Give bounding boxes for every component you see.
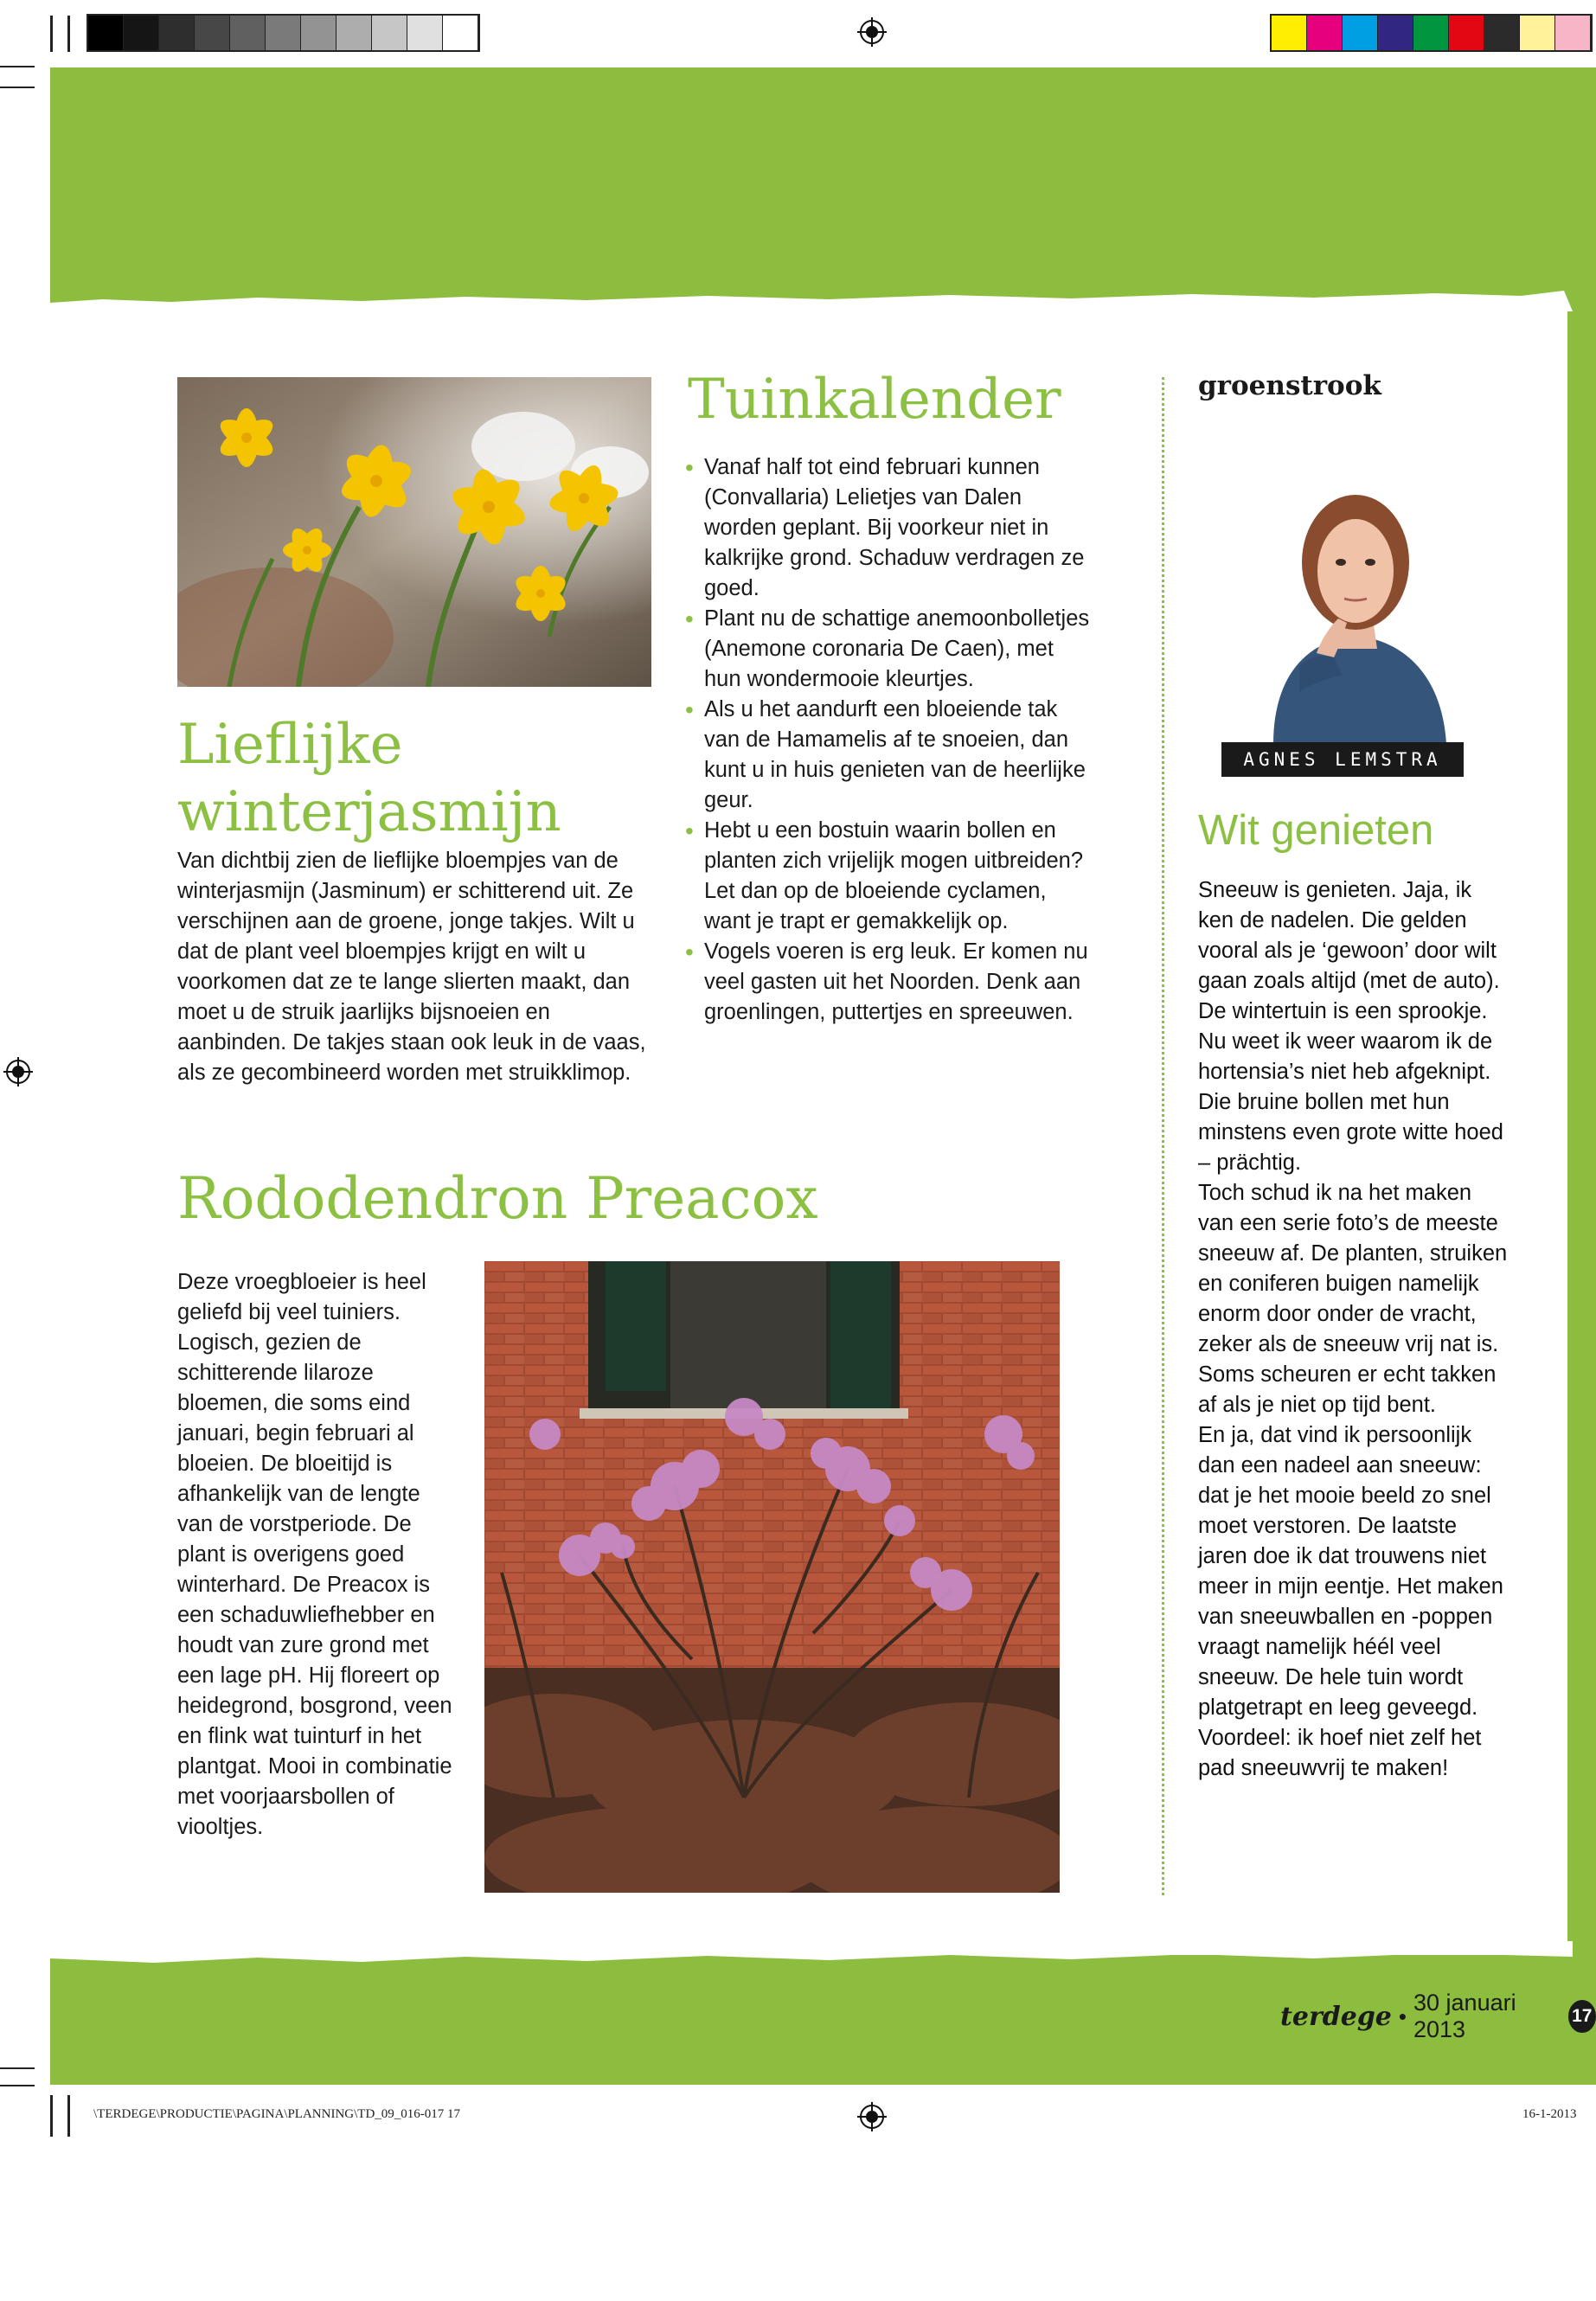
list-item: • Vanaf half tot eind februari kunnen (Convallaria) Lelietjes van Dalen worden geplant. Bij voorkeur niet in kalkrijke grond. Schaduw verdragen ze goed. — [685, 454, 1085, 600]
footer-separator: • — [1398, 2003, 1407, 2029]
column-paragraph: En ja, dat vind ik persoonlijk dan een nadeel aan sneeuw: dat je het mooie beeld zo snel moet verstoren. De laatste jaren doe ik dat trouwens niet meer in mijn eentje. Het maken van sneeuwballen en -poppen vraagt namelijk héél veel sneeuw. De hele tuin wordt platgetrapt en leeg geveegd. Voordeel: ik hoef niet zelf het pad sneeuwvrij te maken! — [1198, 1423, 1503, 1780]
green-frame-right — [1567, 294, 1596, 1964]
article-body-winterjasmijn: Van dichtbij zien de lieflijke bloempjes van de winterjasmijn (Jasminum) er schitterend uit. Ze verschijnen aan de groene, jonge takjes. Wilt u dat de plant veel bloempjes krijgt en wilt u voorkomen dat ze te lange slierten maakt, dan moet u de struik jaarlijks bijsnoeien en aanbinden. De takjes staan ook leuk in de vaas, als ze gecombineerd worden met struikklimop. — [177, 849, 646, 1085]
column-body — [1198, 875, 1509, 1784]
article-body-rododendron: Deze vroegbloeier is heel geliefd bij veel tuiniers. Logisch, gezien de schitterende lilaroze bloemen, die soms eind januari, begin februari al bloeien. De bloeitijd is afhankelijk van de lengte van de vorstperiode. De plant is overigens goed winterhard. De Preacox is een schaduwliefhebber en houdt van zure grond met een lage pH. Hij floreert op heidegrond, bosgrond, veen en flink wat tuinturf in het plantgat. Mooi in combinatie met voorjaarsbollen of viooltjes. — [177, 1270, 452, 1839]
crop-mark — [0, 87, 35, 88]
bullet-icon: • — [685, 817, 694, 844]
green-frame-top — [50, 67, 1596, 303]
grayscale-color-bar — [87, 14, 480, 52]
author-portrait-photo — [1239, 441, 1472, 744]
column-divider — [1162, 377, 1164, 1895]
registration-mark-icon — [857, 2102, 887, 2131]
column-title: Wit genieten — [1198, 807, 1434, 854]
list-item: • Hebt u een bostuin waarin bollen en planten zich vrijelijk mogen uitbreiden? Let dan op de bloeiende cyclamen, want je trapt er gemakkelijk op. — [685, 817, 1083, 933]
crop-mark — [0, 66, 35, 67]
crop-mark — [50, 2095, 53, 2137]
torn-paper-edge-top — [50, 285, 1596, 311]
page-number: 17 — [1568, 2000, 1596, 2033]
bullet-icon: • — [685, 939, 694, 965]
bullet-icon: • — [685, 454, 694, 481]
crop-mark — [50, 16, 53, 52]
torn-paper-edge-bottom — [50, 1941, 1596, 1967]
crop-mark — [0, 2085, 35, 2086]
rhododendron-photo — [484, 1261, 1060, 1893]
slug-path: \TERDEGE\PRODUCTIE\PAGINA\PLANNING\TD_09_016-017 17 — [93, 2107, 461, 2121]
list-item: • Vogels voeren is erg leuk. Er komen nu veel gasten uit het Noorden. Denk aan groenlingen, puttertjes en spreeuwen. — [685, 939, 1088, 1024]
column-paragraph: Sneeuw is genieten. Jaja, ik ken de nadelen. Die gelden vooral als je ‘gewoon’ door wilt gaan zoals altijd (met de auto). De wintertuin is een sprookje. Nu weet ik weer waarom ik de hortensia’s niet heb afgeknipt. Die bruine bollen met hun minstens even grote witte hoed – prächtig. — [1198, 878, 1503, 1175]
crop-mark — [67, 2095, 70, 2137]
article-title-rododendron: Rododendron Preacox — [177, 1165, 818, 1232]
crop-mark — [0, 2067, 35, 2069]
column-paragraph: Toch schud ik na het maken van een serie foto’s de meeste sneeuw af. De planten, struiken en coniferen buigen namelijk enorm door onder de vracht, zeker als de sneeuw vrij nat is. Soms scheuren er echt takken af als je niet op tijd bent. — [1198, 1181, 1508, 1417]
bullet-icon: • — [685, 606, 694, 632]
magazine-logo: terdege — [1280, 2001, 1392, 2032]
registration-mark-icon — [3, 1057, 33, 1086]
author-name-tag: AGNES LEMSTRA — [1221, 742, 1464, 777]
article-title-tuinkalender: Tuinkalender — [688, 368, 1061, 432]
issue-date: 30 januari 2013 — [1413, 1990, 1516, 2042]
process-color-bar — [1270, 14, 1593, 52]
section-label: groenstrook — [1198, 370, 1381, 401]
article-title-winterjasmijn: Lieflijke winterjasmijn — [177, 713, 561, 844]
page-footer — [1280, 1990, 1596, 2043]
list-item: • Plant nu de schattige anemoonbolletjes (Anemone coronaria De Caen), met hun wondermooie kleurtjes. — [685, 606, 1090, 691]
registration-mark-icon — [857, 17, 887, 47]
tuinkalender-list — [683, 452, 1090, 1028]
list-item: • Als u het aandurft een bloeiende tak van de Hamamelis af te snoeien, dan kunt u in huis genieten van de heerlijke geur. — [685, 696, 1086, 812]
bullet-icon: • — [685, 696, 694, 723]
winter-jasmine-photo — [177, 377, 651, 687]
slug-date: 16-1-2013 — [1522, 2107, 1577, 2121]
crop-mark — [67, 16, 70, 52]
